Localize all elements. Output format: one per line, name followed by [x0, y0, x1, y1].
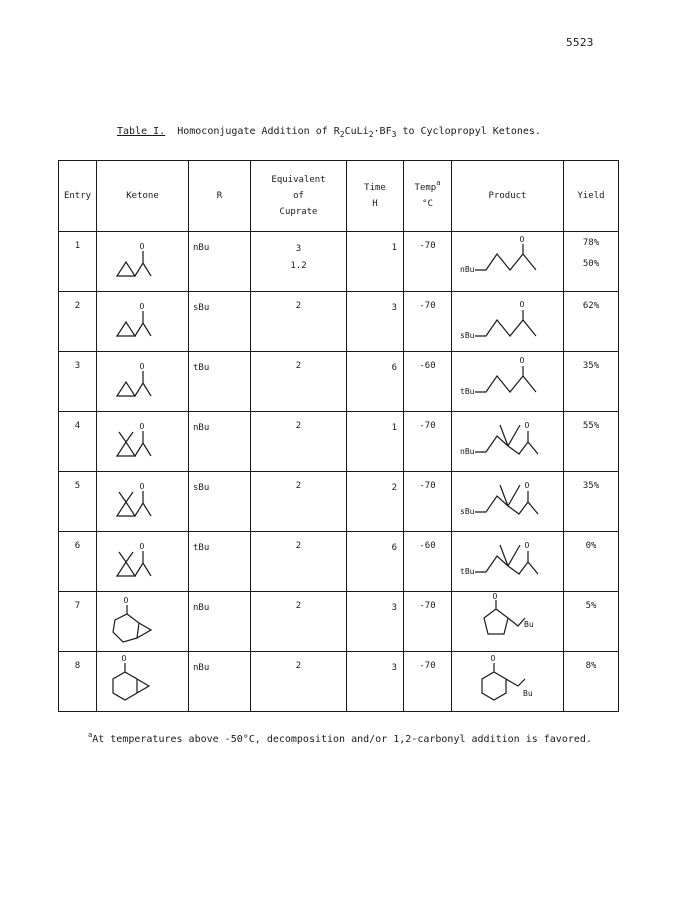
oxygen-label: O — [139, 482, 145, 491]
oxygen-label: O — [524, 421, 530, 430]
table-row — [59, 592, 619, 652]
ketone-structure-icon — [97, 532, 189, 591]
table-label: Table I. — [117, 126, 166, 137]
entry-number: 8 — [74, 661, 81, 671]
caption-subscript: 2 — [339, 130, 345, 139]
equiv-cell — [251, 592, 347, 652]
ketone-cell — [97, 472, 189, 532]
equiv-value: 2 — [295, 541, 302, 551]
r-cell — [189, 592, 251, 652]
product-cell — [452, 592, 564, 652]
time-value: 1 — [391, 423, 397, 433]
header-time-unit: H — [372, 199, 378, 209]
equiv-value: 2 — [295, 361, 302, 371]
oxygen-label: O — [139, 302, 145, 311]
r-cell — [189, 292, 251, 352]
oxygen-label: O — [524, 481, 530, 490]
footnote-marker: a — [88, 731, 93, 739]
entry-number: 6 — [74, 541, 81, 551]
table-footnote — [88, 731, 592, 745]
yield-value: 0% — [585, 541, 597, 551]
oxygen-label: O — [139, 422, 145, 431]
entry-cell — [59, 292, 97, 352]
entry-cell — [59, 532, 97, 592]
temp-cell — [404, 352, 452, 412]
header-r: R — [189, 161, 251, 232]
entry-number: 4 — [74, 421, 81, 431]
temp-value: -70 — [419, 601, 436, 611]
header-equivalent — [251, 161, 347, 232]
equiv-cell — [251, 532, 347, 592]
oxygen-label: O — [490, 654, 496, 663]
footnote-marker: a — [436, 179, 441, 187]
ketone-structure-icon — [97, 472, 189, 531]
oxygen-label: O — [519, 356, 525, 365]
header-entry: Entry — [59, 161, 97, 232]
time-value: 6 — [391, 543, 397, 553]
yield-value: 35% — [582, 481, 600, 491]
equiv-cell — [251, 412, 347, 472]
r-group: sBu — [193, 483, 210, 493]
entry-cell — [59, 352, 97, 412]
time-cell — [347, 412, 404, 472]
time-cell — [347, 352, 404, 412]
temp-value: -70 — [419, 481, 436, 491]
table-caption — [117, 126, 541, 137]
product-structure-icon — [452, 532, 564, 591]
temp-value: -70 — [419, 241, 436, 251]
yield-values — [564, 238, 618, 269]
yield-cell — [564, 532, 619, 592]
product-structure-icon — [452, 232, 564, 291]
caption-title-prefix: Homoconjugate Addition of R — [177, 126, 340, 137]
header-product: Product — [452, 161, 564, 232]
temp-value: -60 — [419, 361, 436, 371]
ketone-structure-icon — [97, 292, 189, 351]
header-temp-unit: °C — [422, 199, 433, 209]
caption-subscript: 2 — [368, 130, 374, 139]
product-substituent-label: Bu — [523, 689, 533, 698]
r-group: sBu — [193, 303, 210, 313]
temp-cell — [404, 472, 452, 532]
product-structure-icon — [452, 472, 564, 531]
equiv-cell — [251, 352, 347, 412]
r-group: tBu — [193, 363, 210, 373]
product-substituent-label: nBu — [460, 447, 475, 456]
ketone-cell — [97, 292, 189, 352]
yield-value: 8% — [585, 661, 597, 671]
r-cell — [189, 412, 251, 472]
product-cell — [452, 232, 564, 292]
caption-title-mid: ·BF — [373, 126, 392, 137]
entry-cell — [59, 412, 97, 472]
header-equivalent-line: of — [293, 191, 304, 201]
footnote-text: At temperatures above -50°C, decomposition and/or 1,2-carbonyl addition is favored. — [92, 734, 592, 745]
product-structure-icon — [452, 352, 564, 411]
header-ketone: Ketone — [97, 161, 189, 232]
product-substituent-label: nBu — [460, 265, 475, 274]
temp-value: -70 — [419, 661, 436, 671]
yield-value: 55% — [582, 421, 600, 431]
table-row — [59, 652, 619, 712]
temp-cell — [404, 412, 452, 472]
table-row — [59, 532, 619, 592]
header-equivalent-line: Equivalent — [271, 175, 326, 185]
r-cell — [189, 532, 251, 592]
r-cell — [189, 232, 251, 292]
time-cell — [347, 472, 404, 532]
time-cell — [347, 232, 404, 292]
header-equivalent-line: Cuprate — [279, 207, 318, 217]
time-value: 1 — [391, 243, 397, 253]
product-cell — [452, 412, 564, 472]
oxygen-label: O — [524, 541, 530, 550]
time-cell — [347, 532, 404, 592]
equiv-cell — [251, 652, 347, 712]
table-row — [59, 472, 619, 532]
caption-title-mid: CuLi — [344, 126, 369, 137]
equiv-cell — [251, 472, 347, 532]
oxygen-label: O — [519, 300, 525, 309]
ketone-cell — [97, 232, 189, 292]
r-cell — [189, 652, 251, 712]
oxygen-label: O — [519, 235, 525, 244]
header-temp — [404, 161, 452, 232]
ketone-cell — [97, 412, 189, 472]
yield-cell — [564, 412, 619, 472]
ketone-cell — [97, 352, 189, 412]
entry-cell — [59, 652, 97, 712]
page-number: 5523 — [566, 36, 594, 49]
r-cell — [189, 472, 251, 532]
entry-number: 3 — [74, 361, 81, 371]
ketone-structure-icon — [97, 652, 189, 711]
equiv-cell — [251, 292, 347, 352]
product-cell — [452, 652, 564, 712]
product-substituent-label: tBu — [460, 387, 475, 396]
yield-cell — [564, 292, 619, 352]
temp-cell — [404, 532, 452, 592]
equiv-value: 2 — [295, 481, 302, 491]
product-cell — [452, 532, 564, 592]
ketone-cell — [97, 652, 189, 712]
temp-cell — [404, 232, 452, 292]
ketone-structure-icon — [97, 232, 189, 291]
equiv-value: 1.2 — [290, 261, 307, 271]
entry-cell — [59, 472, 97, 532]
yield-cell — [564, 472, 619, 532]
entry-cell — [59, 592, 97, 652]
header-row — [59, 161, 619, 232]
temp-value: -70 — [419, 301, 436, 311]
product-substituent-label: Bu — [524, 620, 534, 629]
yield-value: 62% — [582, 301, 600, 311]
r-group: nBu — [193, 603, 210, 613]
ketone-structure-icon — [97, 412, 189, 471]
oxygen-label: O — [139, 242, 145, 251]
oxygen-label: O — [121, 654, 127, 663]
header-time-line: Time — [364, 183, 386, 193]
header-time — [347, 161, 404, 232]
yield-cell — [564, 352, 619, 412]
equiv-value: 2 — [295, 301, 302, 311]
time-cell — [347, 652, 404, 712]
entry-number: 1 — [74, 241, 81, 251]
table-row — [59, 232, 619, 292]
oxygen-label: O — [123, 596, 129, 605]
product-substituent-label: sBu — [460, 507, 475, 516]
yield-value: 5% — [585, 601, 597, 611]
product-substituent-label: tBu — [460, 567, 475, 576]
table-row — [59, 292, 619, 352]
yield-cell — [564, 652, 619, 712]
r-group: nBu — [193, 243, 210, 253]
equiv-value: 2 — [295, 601, 302, 611]
yield-value: 35% — [582, 361, 600, 371]
equiv-value: 2 — [295, 661, 302, 671]
temp-cell — [404, 652, 452, 712]
ketone-cell — [97, 592, 189, 652]
product-structure-icon — [452, 292, 564, 351]
ketone-cell — [97, 532, 189, 592]
entry-number: 5 — [74, 481, 81, 491]
entry-number: 7 — [74, 601, 81, 611]
temp-value: -60 — [419, 541, 436, 551]
time-cell — [347, 292, 404, 352]
oxygen-label: O — [492, 592, 498, 601]
product-structure-icon — [452, 592, 564, 651]
product-structure-icon — [452, 412, 564, 471]
header-temp-line: Temp — [414, 183, 437, 193]
equiv-values — [251, 241, 346, 275]
ketone-structure-icon — [97, 592, 189, 651]
time-value: 3 — [391, 663, 397, 673]
temp-cell — [404, 592, 452, 652]
time-value: 3 — [391, 603, 397, 613]
r-cell — [189, 352, 251, 412]
yield-value: 78% — [582, 238, 600, 248]
entry-cell — [59, 232, 97, 292]
table-row — [59, 412, 619, 472]
product-cell — [452, 352, 564, 412]
time-cell — [347, 592, 404, 652]
r-group: nBu — [193, 663, 210, 673]
ketone-structure-icon — [97, 352, 189, 411]
results-table — [58, 160, 619, 712]
product-structure-icon — [452, 652, 564, 711]
equiv-value: 2 — [295, 421, 302, 431]
oxygen-label: O — [139, 542, 145, 551]
header-yield: Yield — [564, 161, 619, 232]
r-group: nBu — [193, 423, 210, 433]
oxygen-label: O — [139, 362, 145, 371]
equiv-cell — [251, 232, 347, 292]
product-substituent-label: sBu — [460, 331, 475, 340]
caption-title-suffix: to Cyclopropyl Ketones. — [402, 126, 541, 137]
r-group: tBu — [193, 543, 210, 553]
caption-subscript: 3 — [391, 130, 397, 139]
yield-value: 50% — [582, 259, 600, 269]
entry-number: 2 — [74, 301, 81, 311]
time-value: 3 — [391, 303, 397, 313]
product-cell — [452, 292, 564, 352]
table-row — [59, 352, 619, 412]
product-cell — [452, 472, 564, 532]
time-value: 2 — [391, 483, 397, 493]
yield-cell — [564, 592, 619, 652]
time-value: 6 — [391, 363, 397, 373]
temp-value: -70 — [419, 421, 436, 431]
temp-cell — [404, 292, 452, 352]
equiv-value: 3 — [295, 244, 302, 254]
yield-cell — [564, 232, 619, 292]
